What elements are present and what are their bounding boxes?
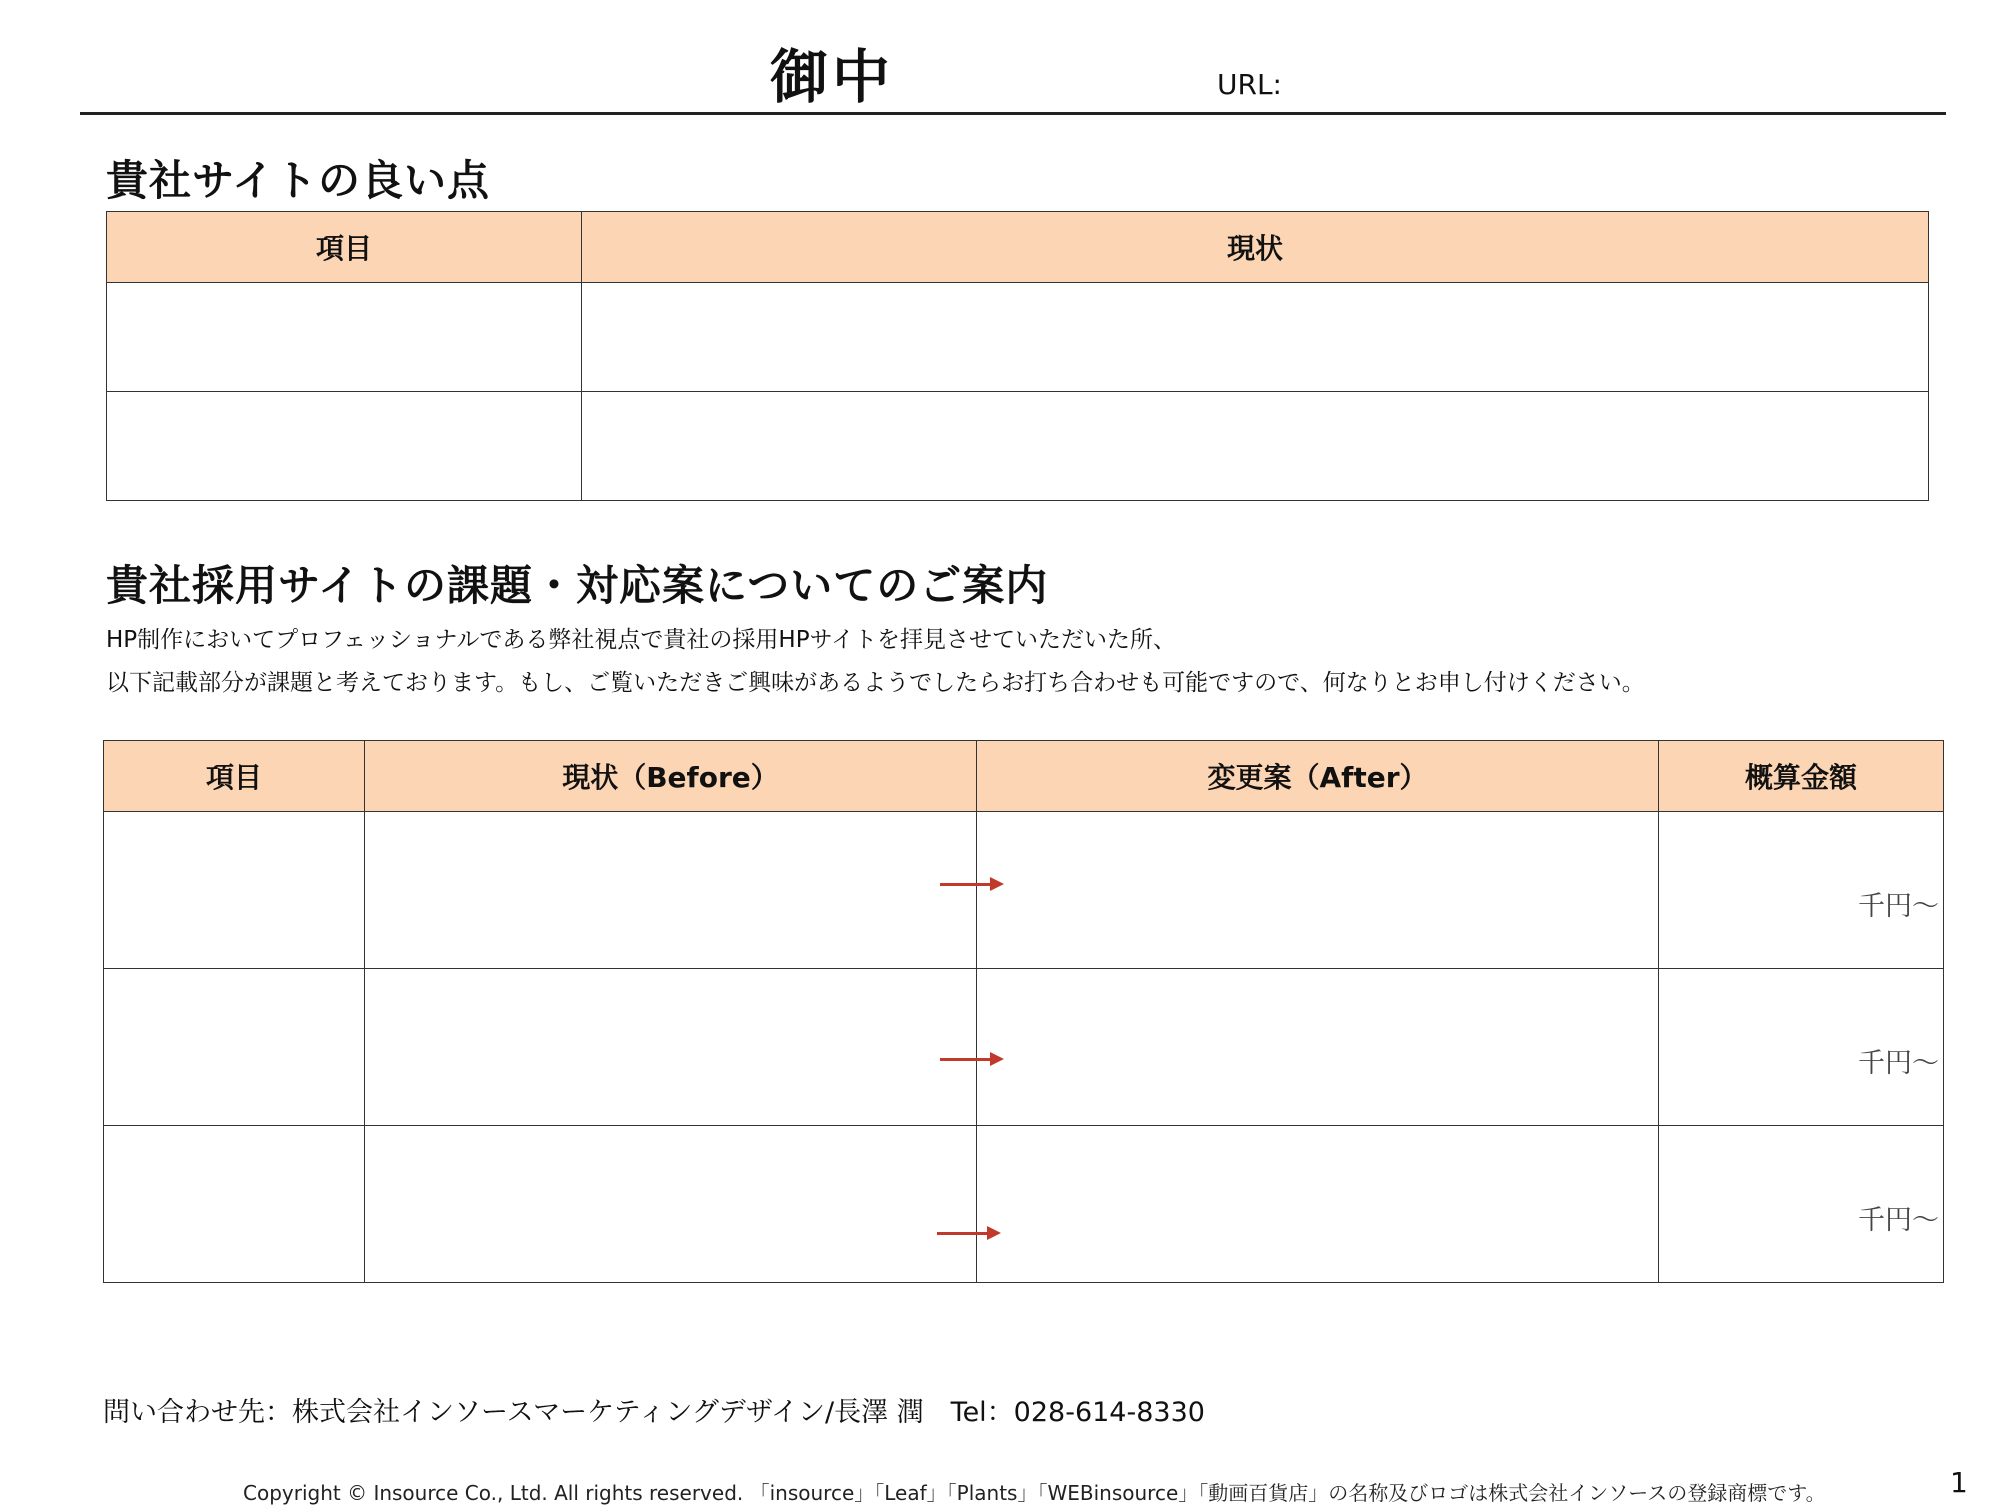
column-header-before: 現状（Before） (365, 741, 977, 812)
table-header-row (104, 741, 1944, 812)
page-number: 1 (1950, 1466, 1968, 1499)
table-row (107, 283, 1929, 392)
after-cell (977, 969, 1659, 1126)
right-arrow-icon (940, 1052, 1004, 1066)
estimate-cell (1659, 812, 1944, 969)
table-cell (582, 392, 1929, 501)
intro-text-line-1: HP制作においてプロフェッショナルである弊社視点で貴社の採用HPサイトを拝見させていただいた所、 (106, 627, 1176, 653)
before-cell (365, 812, 977, 969)
table-row (104, 969, 1944, 1126)
column-header-estimate: 概算金額 (1659, 741, 1944, 812)
contact-info: 問い合わせ先：株式会社インソースマーケティングデザイン/長澤 潤 Tel：028-614-8330 (103, 1397, 1205, 1428)
good-points-heading: 貴社サイトの良い点 (106, 156, 491, 205)
column-header-status: 現状 (582, 212, 1929, 283)
right-arrow-icon (937, 1226, 1001, 1240)
copyright-notice: Copyright © Insource Co., Ltd. All rights reserved. 「insource」「Leaf」「Plants」「WEBinsource」「動画百貨店」の名称及びロゴは株式会社インソースの登録商標です。 (243, 1481, 1826, 1505)
right-arrow-icon (940, 877, 1004, 891)
estimate-cell (1659, 1126, 1944, 1283)
before-cell (365, 969, 977, 1126)
estimate-cell (1659, 969, 1944, 1126)
table-row (107, 392, 1929, 501)
column-header-item: 項目 (104, 741, 365, 812)
header-divider (80, 112, 1946, 115)
table-row (104, 1126, 1944, 1283)
before-cell (365, 1126, 977, 1283)
table-cell (582, 283, 1929, 392)
estimate-unit: 千円～ (1858, 1205, 1939, 1236)
item-cell (104, 812, 365, 969)
column-header-item: 項目 (107, 212, 582, 283)
table-row (104, 812, 1944, 969)
url-label: URL: (1217, 68, 1282, 101)
after-cell (977, 1126, 1659, 1283)
issues-heading: 貴社採用サイトの課題・対応案についてのご案内 (106, 561, 1049, 610)
addressee-honorific: 御中 (770, 43, 895, 111)
estimate-unit: 千円～ (1858, 891, 1939, 922)
table-cell (107, 283, 582, 392)
item-cell (104, 969, 365, 1126)
after-cell (977, 812, 1659, 969)
table-header-row (107, 212, 1929, 283)
estimate-unit: 千円～ (1858, 1048, 1939, 1079)
issues-table (103, 740, 1944, 1283)
column-header-after: 変更案（After） (977, 741, 1659, 812)
intro-text-line-2: 以下記載部分が課題と考えております。もし、ご覧いただきご興味があるようでしたらお打ち合わせも可能ですので、何なりとお申し付けください。 (106, 670, 1645, 696)
table-cell (107, 392, 582, 501)
item-cell (104, 1126, 365, 1283)
good-points-table (106, 211, 1929, 501)
